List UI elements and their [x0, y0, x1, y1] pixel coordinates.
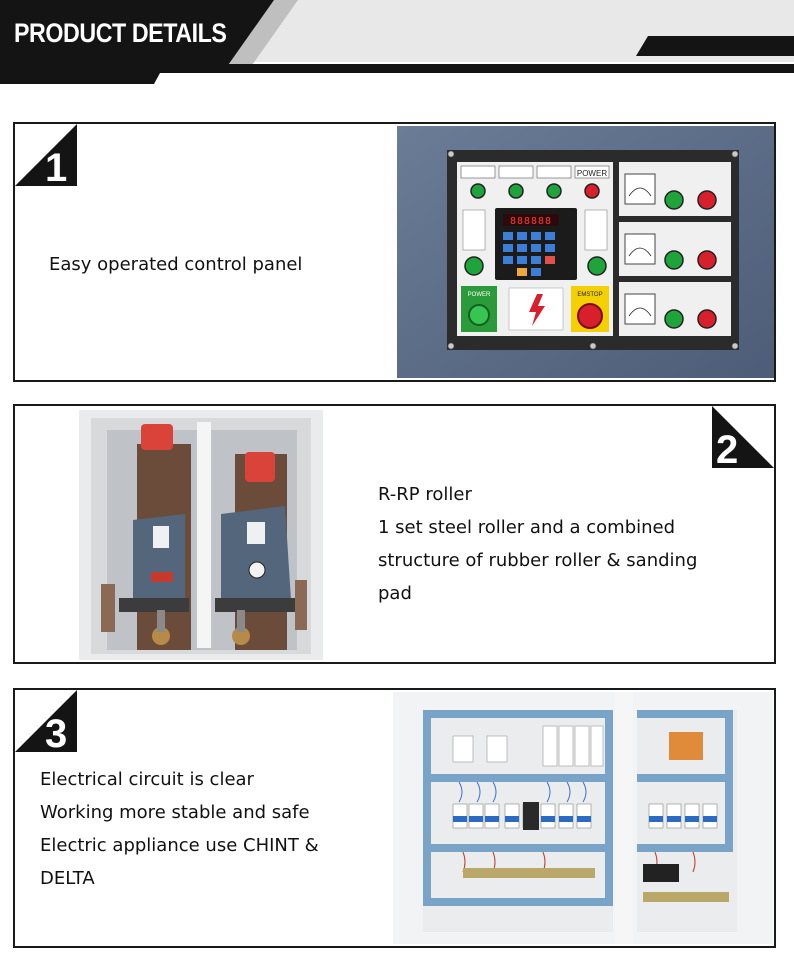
feature-line: 1 set steel roller and a combined [378, 517, 676, 538]
header-banner [0, 0, 794, 90]
badge-number: 3 [45, 712, 68, 756]
feature-line: Electric appliance use CHINT & [40, 835, 319, 856]
sanding-roller-photo [79, 410, 323, 660]
feature-line: Working more stable and safe [40, 802, 310, 823]
badge-number: 2 [716, 428, 739, 472]
number-badge-1 [15, 124, 77, 190]
feature-text-2 [378, 478, 697, 610]
feature-line: Easy operated control panel [49, 254, 303, 275]
feature-card-1 [13, 122, 776, 382]
feature-line: pad [378, 583, 412, 604]
panel-power-label: POWER [467, 292, 491, 298]
feature-line: DELTA [40, 868, 95, 889]
page-title: PRODUCT DETAILS [14, 18, 227, 48]
power-label: POWER [576, 169, 608, 178]
electrical-cabinet-photo [393, 692, 773, 944]
badge-number: 1 [45, 146, 68, 190]
number-badge-3 [15, 690, 77, 756]
panel-emstop-label: EMSTOP [577, 292, 603, 298]
control-panel-photo [397, 126, 775, 378]
number-badge-2 [712, 406, 774, 472]
feature-text-3 [40, 763, 319, 895]
feature-card-3 [13, 688, 776, 948]
svg-text:888888: 888888 [509, 216, 553, 227]
feature-text-1 [49, 248, 302, 281]
feature-line: Electrical circuit is clear [40, 769, 254, 790]
feature-line: R-RP roller [378, 484, 472, 505]
feature-card-2 [13, 404, 776, 664]
feature-line: structure of rubber roller & sanding [378, 550, 698, 571]
